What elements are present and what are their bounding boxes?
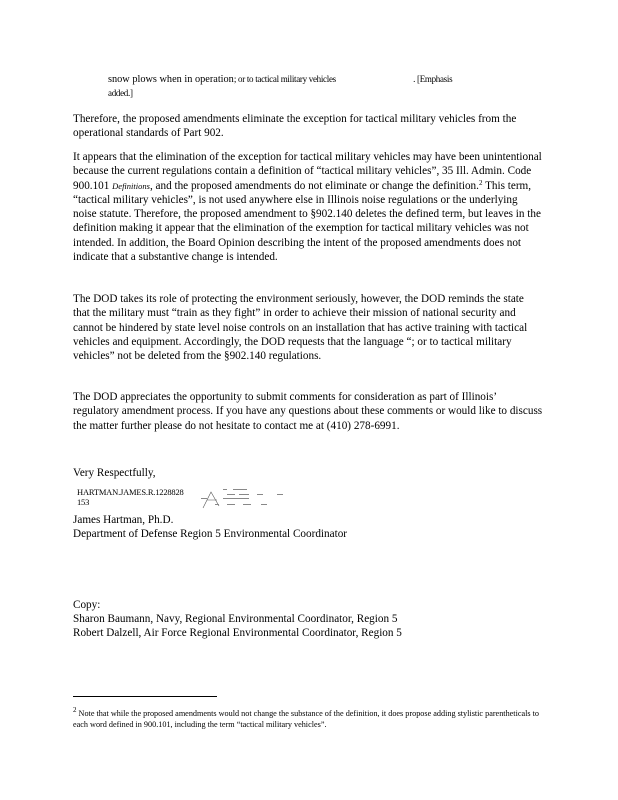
paragraph-amendments: Therefore, the proposed amendments eliminate the exception for tactical military vehicles from the operational standards of Part 902. [73, 113, 517, 140]
quote-gap [336, 74, 413, 85]
paragraph-unintentional [73, 150, 543, 264]
footnote-ref[interactable]: 2 [478, 178, 483, 187]
para2-text-c: This term, “tactical military vehicles”, is not used anywhere else in Illinois noise regulations or the underlying noise statute. Therefore, the proposed amendment to §902.140 deletes the defined term, but leaves in the definition making it appear that the elimination of the exemption for tactical military vehicles was not intended. In addition, the Board Opinion describing the intent of the proposed amendments does not indicate that a substantive change is intended. [73, 179, 541, 264]
quote-part3: . [Emphasis [413, 74, 453, 84]
author-department: Department of Defense Region 5 Environmental Coordinator [73, 528, 348, 540]
footnote [73, 708, 553, 730]
footnote-divider [73, 696, 217, 697]
quoted-regulation [108, 73, 488, 100]
signature-line2: 153 [77, 497, 90, 507]
closing-salutation: Very Respectfully, [73, 467, 156, 479]
paragraph-appreciation: The DOD appreciates the opportunity to submit comments for consideration as part of Illinois’ regulatory amendment process. If you have any questions about these comments or would like to discuss the matter further please do not hesitate to contact me at (410) 278-6991. [73, 391, 543, 432]
para2-text-b: , and the proposed amendments do not eliminate or change the definition. [149, 179, 479, 192]
quote-part4: added.] [108, 87, 133, 98]
footnote-number: 2 [73, 706, 77, 715]
definitions-ref: Definitions [112, 180, 150, 191]
para2-text-a: It appears that the elimination of the exception for tactical military vehicles may have been unintentional because the current regulations contain a definition of “tactical military vehicles”, 35 Ill. Admin. Code 900.101 [73, 151, 542, 192]
signature-name [77, 487, 184, 507]
quote-part2: ; or to tactical military vehicles [233, 74, 336, 84]
copy-recipient: Robert Dalzell, Air Force Regional Environmental Coordinator, Region 5 [73, 627, 402, 639]
digital-signature-block[interactable] [77, 486, 317, 512]
copy-recipient: Sharon Baumann, Navy, Regional Environmental Coordinator, Region 5 [73, 613, 398, 625]
signature-line1: HARTMAN.JAMES.R.1228828 [77, 487, 184, 497]
paragraph-dod-role: The DOD takes its role of protecting the environment seriously, however, the DOD reminds the state that the military must “train as they fight” in order to achieve their mission of national security and cannot be hindered by state level noise controls on an installation that has active training with tactical vehicles and equipment. Accordingly, the DOD requests that the language “; or to tactical military vehicles” not be deleted from the §902.140 regulations. [73, 293, 528, 363]
author-name: James Hartman, Ph.D. [73, 514, 174, 526]
copy-label: Copy: [73, 599, 101, 611]
signature-stamp-graphic [197, 486, 317, 512]
quote-part1: snow plows when in operation [108, 74, 234, 85]
footnote-text: Note that while the proposed amendments would not change the substance of the definition, it does propose adding stylistic parentheticals to each word defined in 900.101, including the term “tactical military vehicles”. [73, 709, 539, 730]
